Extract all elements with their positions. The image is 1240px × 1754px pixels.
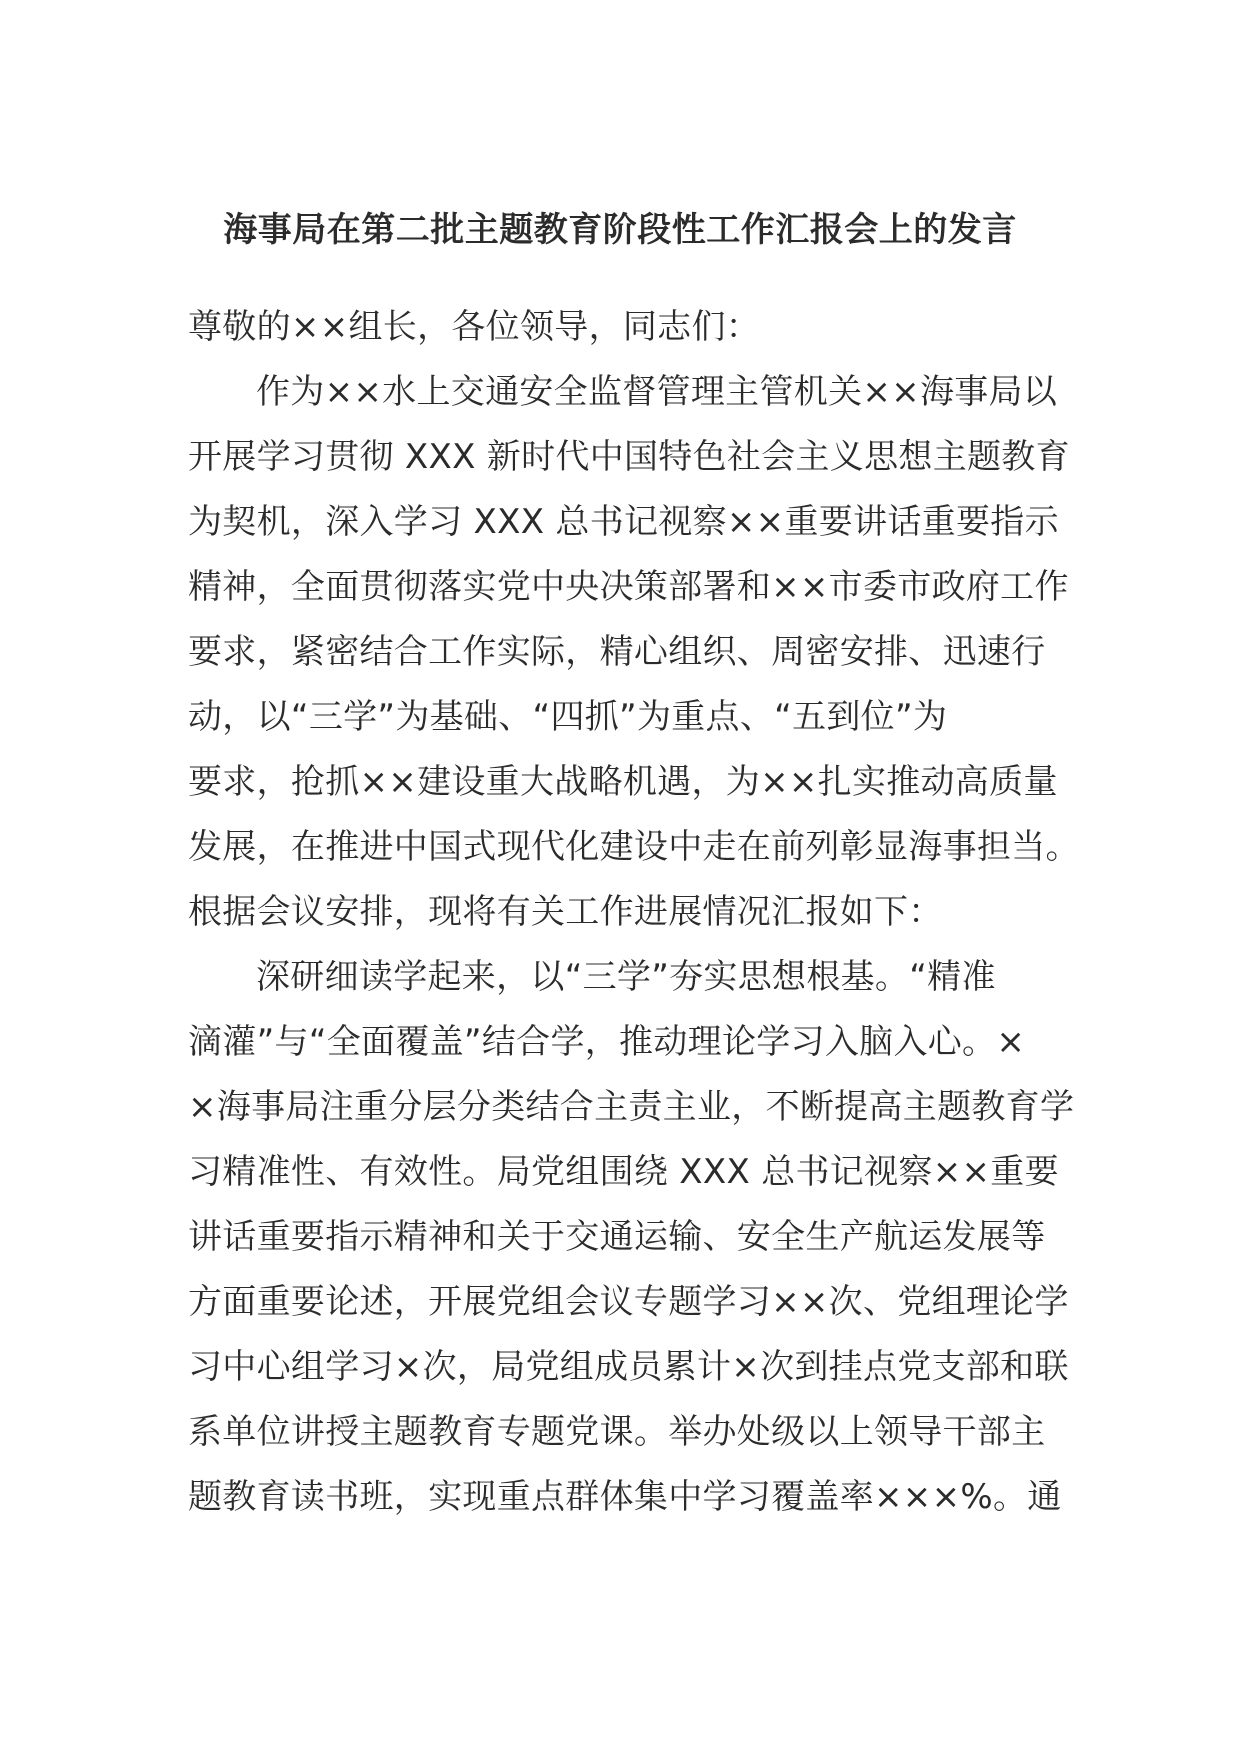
paragraph-line: 题教育读书班，实现重点群体集中学习覆盖率×××%。通 (188, 1477, 1062, 1517)
paragraph-line: 深研细读学起来，以“三学”夯实思想根基。“精准 (256, 957, 996, 997)
paragraph-line: 要求，紧密结合工作实际，精心组织、周密安排、迅速行 (188, 632, 1046, 672)
paragraph-line: 滴灌”与“全面覆盖”结合学，推动理论学习入脑入心。× (188, 1022, 1026, 1062)
paragraph-line: 习中心组学习×次，局党组成员累计×次到挂点党支部和联 (188, 1347, 1069, 1387)
paragraph-line: 精神，全面贯彻落实党中央决策部署和××市委市政府工作 (188, 567, 1069, 607)
salutation-line: 尊敬的××组长，各位领导，同志们： (188, 307, 761, 347)
paragraph-line: 系单位讲授主题教育专题党课。举办处级以上领导干部主 (188, 1412, 1046, 1452)
paragraph-line: 作为××水上交通安全监督管理主管机关××海事局以 (256, 372, 1058, 412)
paragraph-line: 讲话重要指示精神和关于交通运输、安全生产航运发展等 (188, 1217, 1046, 1257)
paragraph-line: 方面重要论述，开展党组会议专题学习××次、党组理论学 (188, 1282, 1069, 1322)
paragraph-line: 发展，在推进中国式现代化建设中走在前列彰显海事担当。 (188, 827, 1080, 867)
paragraph-line: 开展学习贯彻 XXX 新时代中国特色社会主义思想主题教育 (188, 437, 1070, 477)
paragraph-line: ×海事局注重分层分类结合主责主业，不断提高主题教育学 (188, 1087, 1075, 1127)
paragraph-line: 习精准性、有效性。局党组围绕 XXX 总书记视察××重要 (188, 1152, 1059, 1192)
paragraph-line: 为契机，深入学习 XXX 总书记视察××重要讲话重要指示 (188, 502, 1059, 542)
paragraph-line: 动，以“三学”为基础、“四抓”为重点、“五到位”为 (188, 697, 948, 737)
paragraph-line: 要求，抢抓××建设重大战略机遇，为××扎实推动高质量 (188, 762, 1058, 802)
document-title: 海事局在第二批主题教育阶段性工作汇报会上的发言 (223, 210, 1017, 250)
document-body (188, 302, 1080, 1537)
paragraph-line: 根据会议安排，现将有关工作进展情况汇报如下： (188, 892, 943, 932)
